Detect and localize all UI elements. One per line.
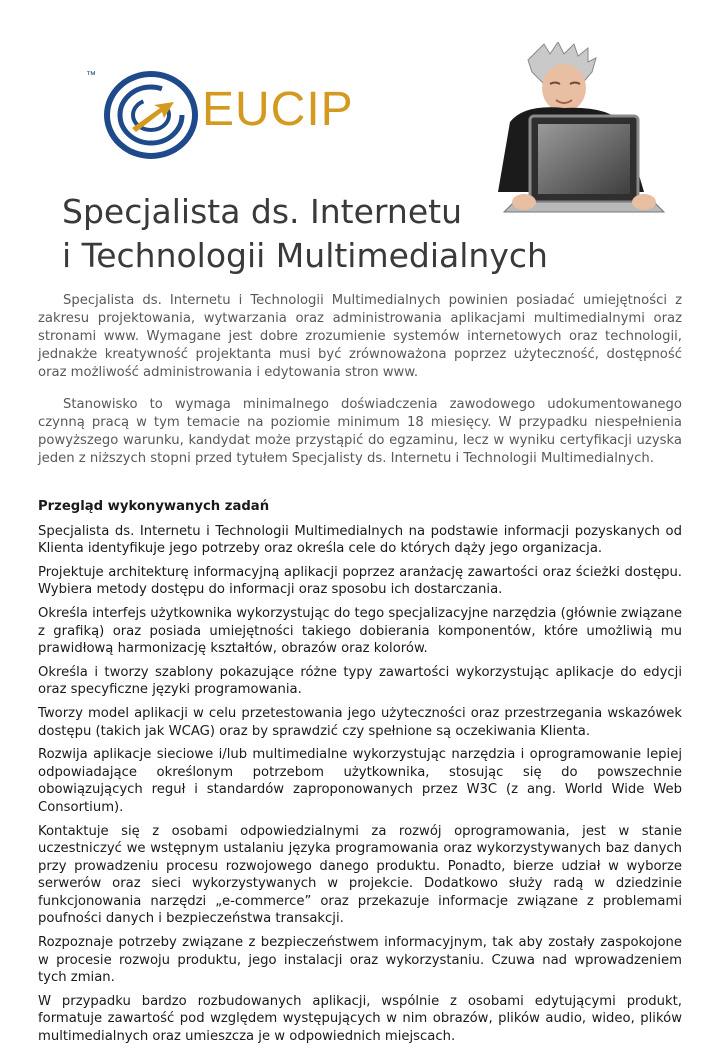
- eucip-emblem-icon: [102, 66, 200, 164]
- task-paragraph: Określa i tworzy szablony pokazujące różne typy zawartości wykorzystując aplikacje do edycji oraz specyficzne języki programowania.: [38, 664, 682, 698]
- intro-paragraph: Specjalista ds. Internetu i Technologii Multimedialnych powinien posiadać umiejętności z zakresu projektowania, wytwarzania oraz administrowania aplikacjami multimedialnymi oraz stronami www. Wymagane jest dobre zrozumienie systemów internetowych oraz technologii, jednakże kreatywność projektanta musi być zrównoważona poprzez użyteczność, dostępność oraz możliwość administrowania i edytowania stron www.: [38, 293, 682, 380]
- intro-paragraph: Stanowisko to wymaga minimalnego doświadczenia zawodowego udokumentowanego czynną pracą w tym temacie na poziomie minimum 18 miesięcy. W przypadku niespełnienia powyższego warunku, kandydat może przystąpić do egzaminu, lecz w wyniku certyfikacji uzyska jeden z niższych stopni przed tytułem Specjalisty ds. Internetu i Technologii Multimedialnych.: [38, 397, 682, 466]
- trademark-mark: ™: [86, 70, 96, 81]
- task-paragraph: Rozpoznaje potrzeby związane z bezpieczeństwem informacyjnym, tak aby zostały zaspokojone w procesie rozwoju produktu, jego instalacji oraz wykorzystaniu. Czuwa nad wprowadzeniem tych zmian.: [38, 935, 682, 986]
- tasks-heading: Przegląd wykonywanych zadań: [38, 499, 270, 514]
- task-paragraph: Projektuje architekturę informacyjną aplikacji poprzez aranżację zawartości oraz ścieżki dostępu. Wybiera metody dostępu do informacji oraz sposobu ich dostarczania.: [38, 564, 682, 598]
- task-paragraph: Kontaktuje się z osobami odpowiedzialnymi za rozwój oprogramowania, jest w stanie uczestniczyć we wstępnym ustalaniu języka programowania oraz wykorzystywanych baz danych przy prowadzeniu procesu rozwojowego danego produktu. Ponadto, bierze udział w wyborze serwerów oraz sieci wykorzystywanych w projekcie. Dodatkowo służy radą w dziedzinie funkcjonowania narzędzi „e-commerce” oraz przekazuje informacje związane z problemami poufności danych i bezpieczeństwa transakcji.: [38, 823, 682, 927]
- man-with-laptop-photo: [484, 42, 670, 214]
- task-paragraph: Specjalista ds. Internetu i Technologii Multimedialnych na podstawie informacji pozyskanych od Klienta identyfikuje jego potrzeby oraz określa cele do których dąży jego organizacja.: [38, 523, 682, 557]
- logo-wordmark: EUCIP: [202, 83, 354, 136]
- page-title-line-2: i Technologii Multimedialnych: [62, 236, 548, 275]
- page-title: [62, 190, 548, 278]
- page-title-line-1: Specjalista ds. Internetu: [62, 192, 462, 231]
- task-paragraph: Określa interfejs użytkownika wykorzystując do tego specjalizacyjne narzędzia (głównie związane z grafiką) oraz posiada umiejętności takiego dobierania komponentów, które umożliwią mu prawidłową harmonizację kształtów, obrazów oraz kolorów.: [38, 605, 682, 657]
- task-paragraph: W przypadku bardzo rozbudowanych aplikacji, wspólnie z osobami edytującymi produkt, formatuje zawartość pod względem występujących w nim obrazów, plików audio, wideo, plików multimedialnych oraz umieszcza je w odpowiednich miejscach.: [38, 993, 682, 1045]
- intro-section: [38, 292, 682, 482]
- eucip-logo: [86, 66, 356, 166]
- task-paragraph: Tworzy model aplikacji w celu przetestowania jego użyteczności oraz przestrzegania wskazówek dostępu (takich jak WCAG) oraz by sprawdzić czy spełnione są oczekiwania Klienta.: [38, 705, 682, 739]
- tasks-section: [38, 498, 682, 1052]
- task-paragraph: Rozwija aplikacje sieciowe i/lub multimedialne wykorzystując narzędzia i oprogramowanie lepiej odpowiadające określonym potrzebom użytkownika, stosując się do powszechnie obowiązujących reguł i standardów zaproponowanych przez W3C (z ang. World Wide Web Consortium).: [38, 747, 682, 815]
